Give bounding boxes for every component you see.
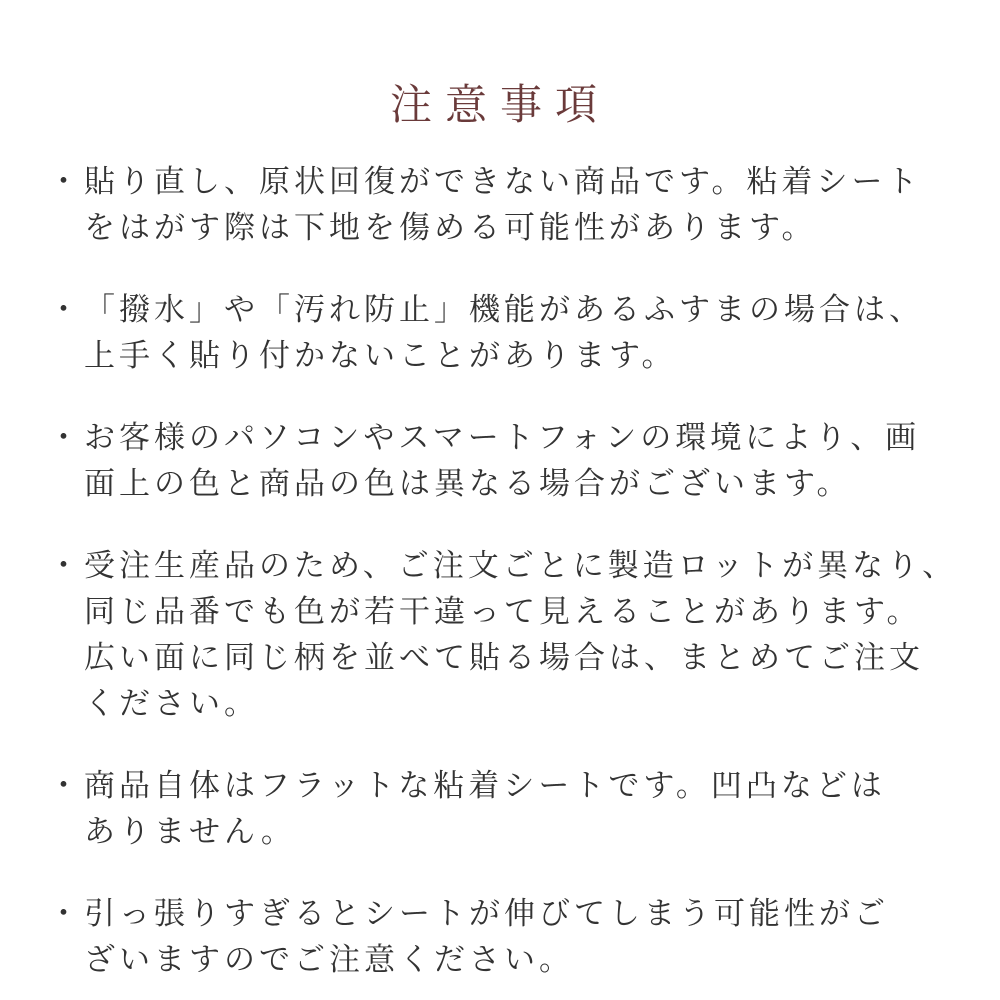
- notice-line: ざいますのでご注意ください。: [84, 942, 574, 977]
- notice-line: 商品自体はフラットな粘着シートです。凹凸などは: [84, 768, 886, 803]
- notice-line: ください。: [84, 686, 259, 721]
- notice-item: [48, 543, 984, 727]
- notice-line: ありません。: [84, 814, 296, 849]
- bullet-icon: ・: [48, 896, 79, 931]
- bullet-icon: ・: [48, 548, 79, 583]
- page-title: 注意事項: [389, 81, 610, 129]
- bullet-icon: ・: [48, 768, 79, 803]
- notice-line: 受注生産品のため、ご注文ごとに製造ロットが異なり、: [84, 548, 958, 583]
- notice-line: 面上の色と商品の色は異なる場合がございます。: [84, 466, 852, 501]
- notice-item: [48, 287, 984, 379]
- notice-list: [48, 159, 984, 983]
- notice-line: お客様のパソコンやスマートフォンの環境により、画: [84, 420, 921, 455]
- notice-line: 引っ張りすぎるとシートが伸びてしまう可能性がご: [84, 896, 889, 931]
- notice-item: [48, 891, 984, 983]
- notice-item: [48, 415, 984, 507]
- bullet-icon: ・: [48, 420, 79, 455]
- notice-item: [48, 159, 984, 251]
- notice-line: をはがす際は下地を傷める可能性があります。: [84, 210, 817, 245]
- notice-line: 同じ品番でも色が若干違って見えることがあります。: [84, 594, 922, 629]
- notice-line: 上手く貼り付かないことがあります。: [84, 338, 677, 373]
- bullet-icon: ・: [48, 164, 79, 199]
- notice-line: 「撥水」や「汚れ防止」機能があるふすまの場合は、: [84, 292, 924, 327]
- notice-line: 貼り直し、原状回復ができない商品です。粘着シート: [84, 164, 922, 199]
- bullet-icon: ・: [48, 292, 79, 327]
- notice-item: [48, 763, 984, 855]
- notice-line: 広い面に同じ柄を並べて貼る場合は、まとめてご注文: [84, 640, 924, 675]
